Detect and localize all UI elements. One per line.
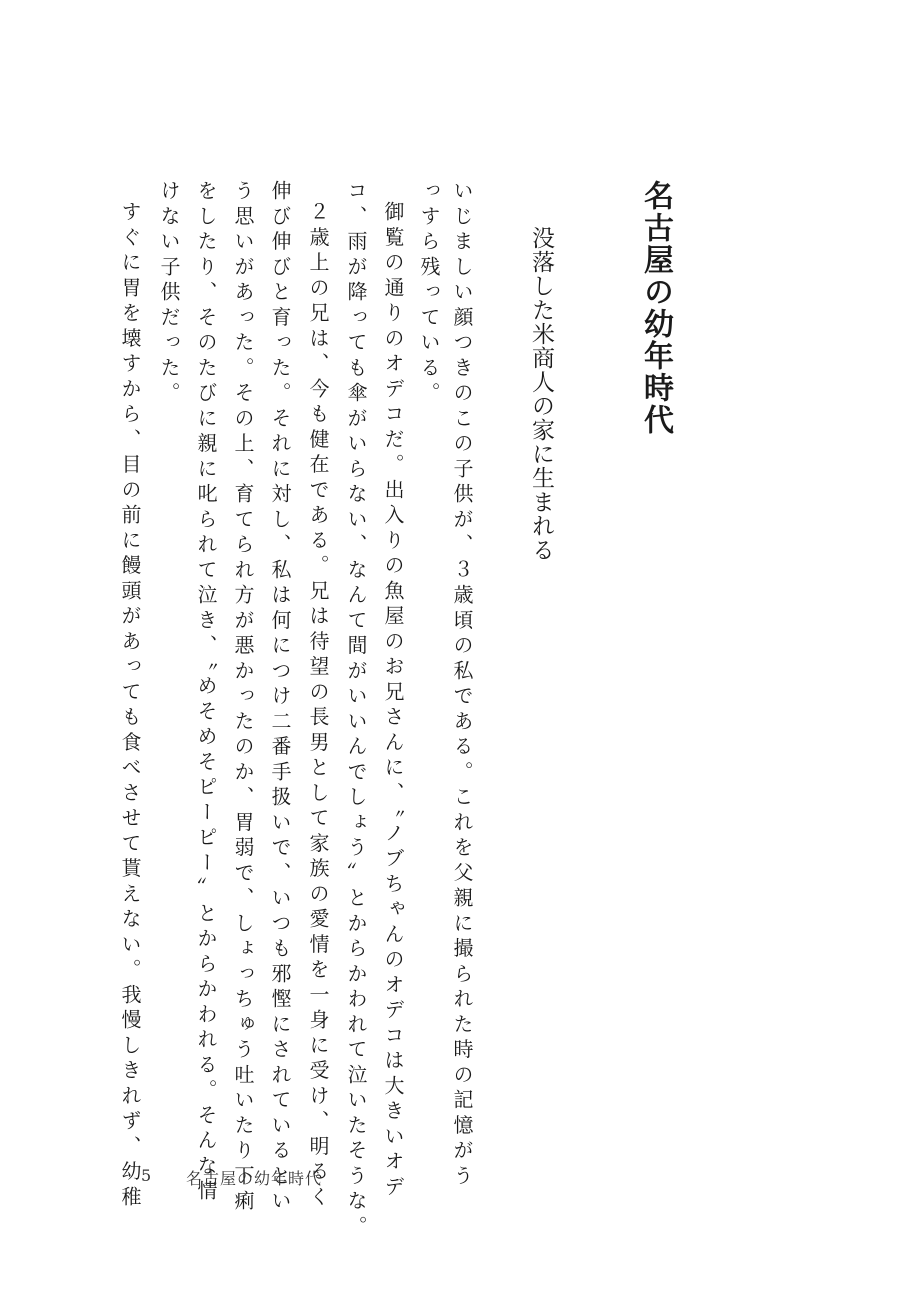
body-text-line: っすら残っている。: [417, 180, 441, 408]
body-text-line: う思いがあった。その上、育てられ方が悪かったのか、胃弱で、しょっちゅう吐いたり下痢: [231, 180, 255, 1216]
body-text-line: 御覧の通りのオデコだ。出入りの魚屋のお兄さんに、〝ノブちゃんのオデコは大きいオデ: [381, 201, 405, 1201]
running-head: 名古屋の幼年時代: [186, 1169, 323, 1188]
page-number: 5: [141, 1166, 152, 1185]
body-text-line: いじましい顔つきのこの子供が、３歳頃の私である。これを父親に撮られた時の記憶がう: [450, 180, 474, 1190]
chapter-title: 名古屋の幼年時代: [638, 180, 673, 436]
body-text-line: すぐに胃を壊すから、目の前に饅頭があっても食べさせて貰えない。我慢しきれず、幼稚: [118, 201, 142, 1211]
body-text-line: 伸び伸びと育った。それに対し、私は何につけ二番手扱いで、いつも邪慳にされているとい: [268, 180, 292, 1216]
body-text-line: コ、雨が降っても傘がいらない、なんて間がいいんでしょう〟とからかわれて泣いたそうな。: [344, 180, 368, 1241]
body-text-line: ２歳上の兄は、今も健在である。兄は待望の長男として家族の愛情を一身に受け、明るく: [306, 201, 330, 1211]
section-title: 没落した米商人の家に生まれる: [528, 226, 554, 562]
body-text-line: をしたり、そのたびに親に叱られて泣き、〝めそめそピーピー〟とからかわれる。そんな情: [194, 180, 218, 1206]
body-text-line: けない子供だった。: [157, 180, 181, 408]
